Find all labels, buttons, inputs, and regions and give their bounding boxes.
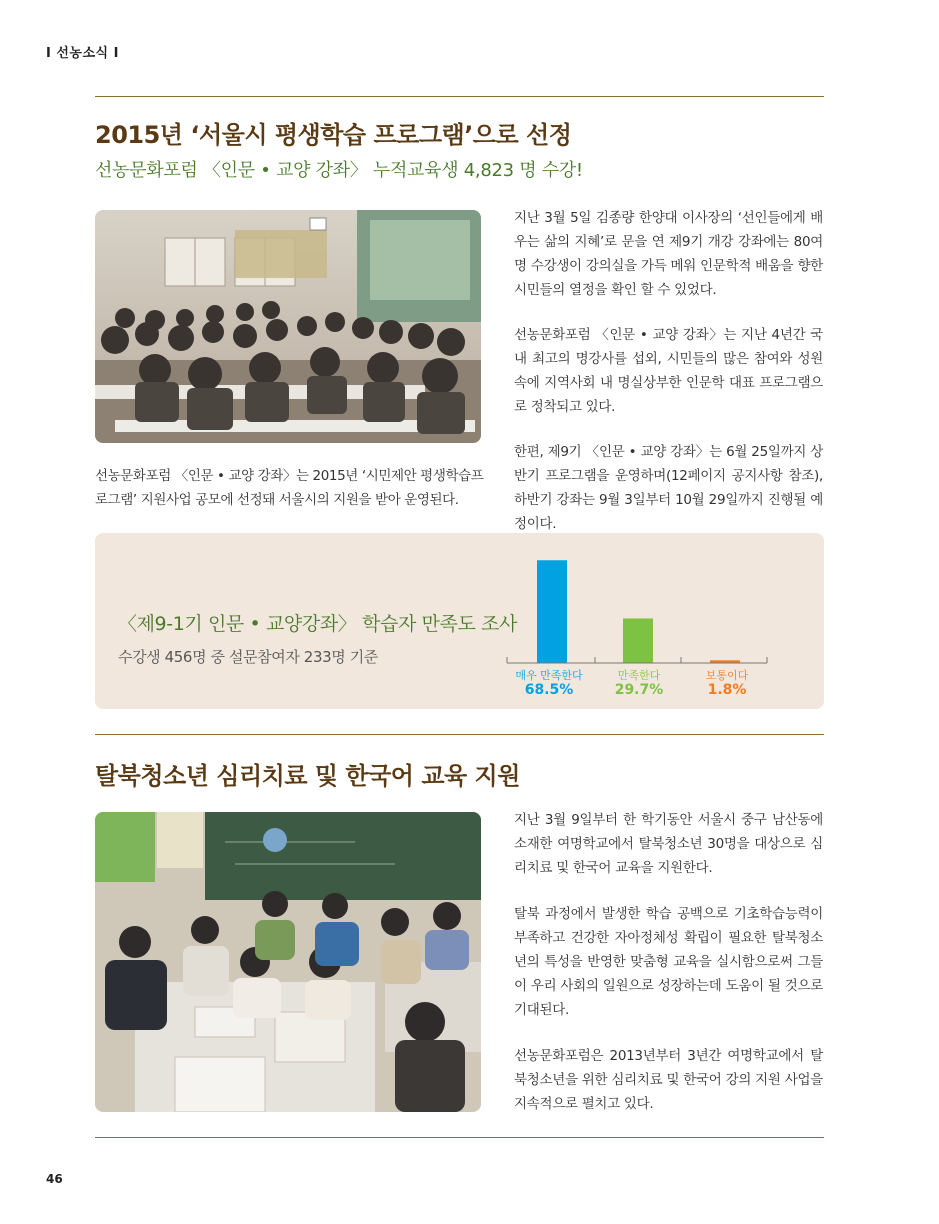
article1-paragraph-3: 한편, 제9기 〈인문 • 교양 강좌〉는 6월 25일까지 상반기 프로그램을 운영하며(12페이지 공지사항 참조), 하반기 강좌는 9월 3일부터 10월 29일까지 진행될 예정이다.	[514, 444, 823, 532]
survey-subtitle: 수강생 456명 중 설문참여자 233명 기준	[118, 648, 378, 666]
article2-title: 탈북청소년 심리치료 및 한국어 교육 지원	[95, 762, 520, 790]
section-header: I 선농소식 I	[46, 46, 119, 61]
classroom-photo	[95, 812, 481, 1112]
article1-paragraph-1: 지난 3월 5일 김종량 한양대 이사장의 ‘선인들에게 배우는 삶의 지혜’로 문을 연 제9기 개강 강좌에는 80여 명 수강생이 강의실을 가득 메워 인문학적 배움을 향한 시민들의 열정을 확인 할 수 있었다.	[514, 210, 823, 298]
page-number: 46	[46, 1172, 63, 1186]
survey-title: 〈제9-1기 인문 • 교양강좌〉 학습자 만족도 조사	[118, 613, 517, 635]
top-divider	[95, 96, 824, 97]
bar-value-very-satisfied: 68.5%	[524, 682, 574, 698]
article1-paragraph-2: 선농문화포럼 〈인문 • 교양 강좌〉는 지난 4년간 국내 최고의 명강사를 섭외, 시민들의 많은 참여와 성원 속에 지역사회 내 명실상부한 인문학 대표 프로그램으로 정착되고 있다.	[514, 327, 823, 415]
satisfaction-chart	[505, 545, 770, 665]
bar-value-satisfied: 29.7%	[614, 682, 664, 698]
bar-label-satisfied: 만족한다	[617, 669, 661, 682]
bar-label-very-satisfied: 매우 만족한다	[515, 669, 583, 682]
article1-title: 2015년 ‘서울시 평생학습 프로그램’으로 선정	[95, 121, 572, 149]
bar-value-neutral: 1.8%	[707, 682, 747, 698]
article2-paragraph-2: 탈북 과정에서 발생한 학습 공백으로 기초학습능력이 부족하고 건강한 자아정체성 확립이 필요한 탈북청소년의 특성을 반영한 맞춤형 교육을 실시함으로써 그들이 우리 사회의 일원으로 성장하는데 도움이 될 것으로 기대된다.	[514, 906, 823, 1018]
article2-paragraph-3: 선농문화포럼은 2013년부터 3년간 여명학교에서 탈북청소년을 위한 심리치료 및 한국어 강의 지원 사업을 지속적으로 펼치고 있다.	[514, 1048, 823, 1112]
middle-divider	[95, 734, 824, 735]
bar-label-neutral: 보통이다	[705, 669, 749, 682]
article1-subtitle: 선농문화포럼 〈인문 • 교양 강좌〉 누적교육생 4,823 명 수강!	[95, 160, 583, 181]
bar-very-satisfied	[537, 560, 567, 663]
bar-satisfied	[623, 618, 653, 663]
article2-paragraph-1: 지난 3월 9일부터 한 학기동안 서울시 중구 남산동에 소재한 여명학교에서 탈북청소년 30명을 대상으로 심리치료 및 한국어 교육을 지원한다.	[514, 812, 823, 876]
photo-caption: 선농문화포럼 〈인문 • 교양 강좌〉는 2015년 ‘시민제안 평생학습프로그램’ 지원사업 공모에 선정돼 서울시의 지원을 받아 운영된다.	[95, 468, 484, 508]
lecture-hall-photo	[95, 210, 481, 443]
bottom-divider	[95, 1137, 824, 1138]
